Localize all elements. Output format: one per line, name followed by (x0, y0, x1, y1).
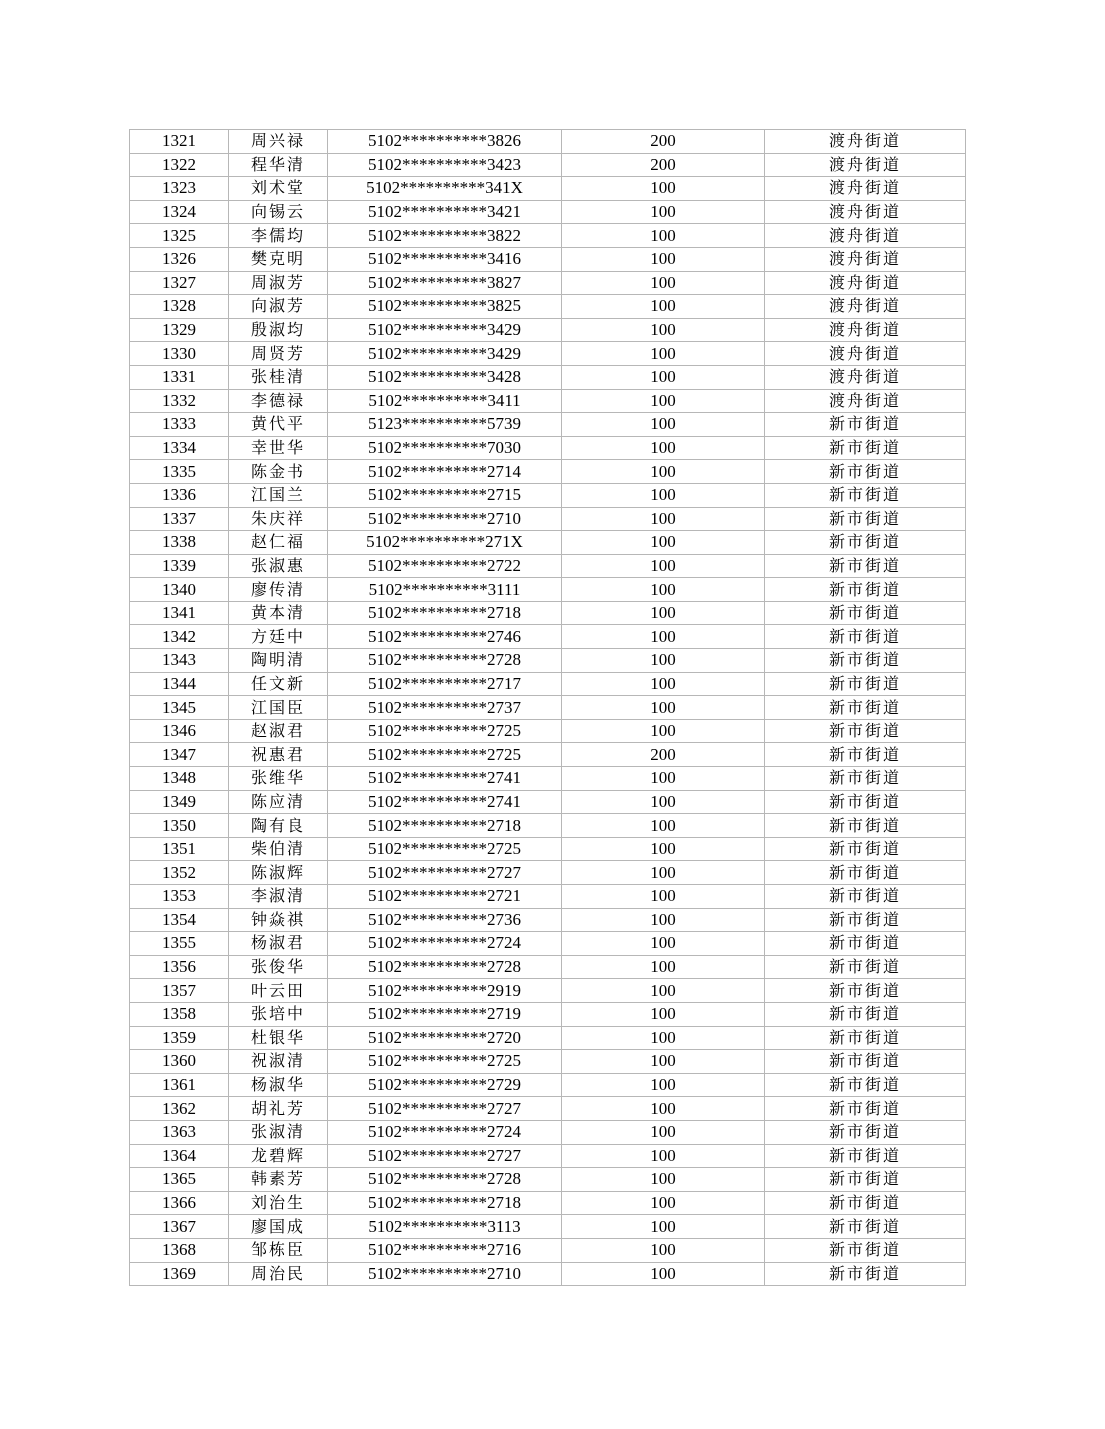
table-row (130, 224, 966, 248)
name-cell: 廖国成 (229, 1215, 328, 1239)
street-cell: 新市街道 (765, 767, 966, 791)
street-cell: 新市街道 (765, 790, 966, 814)
street-cell: 新市街道 (765, 719, 966, 743)
seq-cell: 1329 (130, 318, 229, 342)
amount-cell: 100 (562, 885, 765, 909)
id-number-cell: 5102**********2919 (328, 979, 562, 1003)
table-row (130, 1073, 966, 1097)
amount-cell: 100 (562, 1120, 765, 1144)
street-cell: 新市街道 (765, 460, 966, 484)
seq-cell: 1352 (130, 861, 229, 885)
name-cell: 江国兰 (229, 483, 328, 507)
name-cell: 张淑惠 (229, 554, 328, 578)
seq-cell: 1368 (130, 1238, 229, 1262)
street-cell: 渡舟街道 (765, 365, 966, 389)
amount-cell: 100 (562, 177, 765, 201)
id-number-cell: 5102**********2717 (328, 672, 562, 696)
amount-cell: 100 (562, 554, 765, 578)
id-number-cell: 5102**********2718 (328, 601, 562, 625)
id-number-cell: 5102**********2715 (328, 483, 562, 507)
name-cell: 周治民 (229, 1262, 328, 1286)
table-row (130, 814, 966, 838)
street-cell: 渡舟街道 (765, 295, 966, 319)
street-cell: 渡舟街道 (765, 130, 966, 154)
table-row (130, 885, 966, 909)
street-cell: 新市街道 (765, 483, 966, 507)
table-row (130, 861, 966, 885)
seq-cell: 1323 (130, 177, 229, 201)
amount-cell: 100 (562, 1073, 765, 1097)
table-row (130, 1238, 966, 1262)
table-row (130, 365, 966, 389)
id-number-cell: 5102**********2718 (328, 1191, 562, 1215)
amount-cell: 100 (562, 672, 765, 696)
amount-cell: 100 (562, 318, 765, 342)
street-cell: 新市街道 (765, 1215, 966, 1239)
street-cell: 新市街道 (765, 955, 966, 979)
name-cell: 周兴禄 (229, 130, 328, 154)
table-row (130, 1144, 966, 1168)
seq-cell: 1340 (130, 578, 229, 602)
street-cell: 新市街道 (765, 507, 966, 531)
id-number-cell: 5102**********2725 (328, 743, 562, 767)
id-number-cell: 5102**********341X (328, 177, 562, 201)
table-row (130, 696, 966, 720)
table-row (130, 932, 966, 956)
id-number-cell: 5123**********5739 (328, 413, 562, 437)
amount-cell: 100 (562, 483, 765, 507)
seq-cell: 1355 (130, 932, 229, 956)
id-number-cell: 5102**********2727 (328, 1144, 562, 1168)
name-cell: 朱庆祥 (229, 507, 328, 531)
amount-cell: 100 (562, 247, 765, 271)
street-cell: 渡舟街道 (765, 153, 966, 177)
id-number-cell: 5102**********2727 (328, 1097, 562, 1121)
id-number-cell: 5102**********3411 (328, 389, 562, 413)
amount-cell: 200 (562, 130, 765, 154)
seq-cell: 1332 (130, 389, 229, 413)
id-number-cell: 5102**********3429 (328, 318, 562, 342)
street-cell: 渡舟街道 (765, 200, 966, 224)
name-cell: 方廷中 (229, 625, 328, 649)
street-cell: 新市街道 (765, 1168, 966, 1192)
table-row (130, 247, 966, 271)
seq-cell: 1336 (130, 483, 229, 507)
table-row (130, 1050, 966, 1074)
street-cell: 渡舟街道 (765, 271, 966, 295)
table-row (130, 837, 966, 861)
amount-cell: 100 (562, 1191, 765, 1215)
table-row (130, 413, 966, 437)
name-cell: 陶有良 (229, 814, 328, 838)
amount-cell: 100 (562, 507, 765, 531)
street-cell: 新市街道 (765, 1097, 966, 1121)
amount-cell: 100 (562, 790, 765, 814)
seq-cell: 1356 (130, 955, 229, 979)
seq-cell: 1337 (130, 507, 229, 531)
name-cell: 张淑清 (229, 1120, 328, 1144)
id-number-cell: 5102**********3825 (328, 295, 562, 319)
id-number-cell: 5102**********2716 (328, 1238, 562, 1262)
table-row (130, 271, 966, 295)
id-number-cell: 5102**********3421 (328, 200, 562, 224)
seq-cell: 1348 (130, 767, 229, 791)
id-number-cell: 5102**********7030 (328, 436, 562, 460)
id-number-cell: 5102**********2725 (328, 837, 562, 861)
street-cell: 新市街道 (765, 1002, 966, 1026)
id-number-cell: 5102**********3111 (328, 578, 562, 602)
id-number-cell: 5102**********2724 (328, 1120, 562, 1144)
seq-cell: 1341 (130, 601, 229, 625)
amount-cell: 200 (562, 153, 765, 177)
street-cell: 渡舟街道 (765, 389, 966, 413)
table-row (130, 1120, 966, 1144)
street-cell: 新市街道 (765, 531, 966, 555)
street-cell: 新市街道 (765, 837, 966, 861)
id-number-cell: 5102**********2736 (328, 908, 562, 932)
seq-cell: 1354 (130, 908, 229, 932)
street-cell: 新市街道 (765, 743, 966, 767)
amount-cell: 100 (562, 955, 765, 979)
id-number-cell: 5102**********2721 (328, 885, 562, 909)
id-number-cell: 5102**********3822 (328, 224, 562, 248)
seq-cell: 1351 (130, 837, 229, 861)
name-cell: 黄代平 (229, 413, 328, 437)
table-row (130, 554, 966, 578)
seq-cell: 1335 (130, 460, 229, 484)
seq-cell: 1363 (130, 1120, 229, 1144)
street-cell: 新市街道 (765, 625, 966, 649)
seq-cell: 1344 (130, 672, 229, 696)
name-cell: 李儒均 (229, 224, 328, 248)
name-cell: 廖传清 (229, 578, 328, 602)
id-number-cell: 5102**********2728 (328, 955, 562, 979)
amount-cell: 100 (562, 1002, 765, 1026)
name-cell: 刘治生 (229, 1191, 328, 1215)
amount-cell: 200 (562, 743, 765, 767)
table-row (130, 672, 966, 696)
id-number-cell: 5102**********3826 (328, 130, 562, 154)
seq-cell: 1347 (130, 743, 229, 767)
name-cell: 龙碧辉 (229, 1144, 328, 1168)
seq-cell: 1343 (130, 649, 229, 673)
seq-cell: 1349 (130, 790, 229, 814)
street-cell: 新市街道 (765, 885, 966, 909)
name-cell: 周贤芳 (229, 342, 328, 366)
id-number-cell: 5102**********2727 (328, 861, 562, 885)
amount-cell: 100 (562, 814, 765, 838)
amount-cell: 100 (562, 295, 765, 319)
id-number-cell: 5102**********2725 (328, 719, 562, 743)
seq-cell: 1325 (130, 224, 229, 248)
id-number-cell: 5102**********2737 (328, 696, 562, 720)
table-row (130, 790, 966, 814)
seq-cell: 1322 (130, 153, 229, 177)
table-row (130, 979, 966, 1003)
name-cell: 柴伯清 (229, 837, 328, 861)
id-number-cell: 5102**********2719 (328, 1002, 562, 1026)
table-row (130, 1262, 966, 1286)
seq-cell: 1334 (130, 436, 229, 460)
street-cell: 新市街道 (765, 601, 966, 625)
id-number-cell: 5102**********2722 (328, 554, 562, 578)
street-cell: 新市街道 (765, 908, 966, 932)
table-row (130, 1215, 966, 1239)
street-cell: 新市街道 (765, 672, 966, 696)
amount-cell: 100 (562, 224, 765, 248)
seq-cell: 1328 (130, 295, 229, 319)
street-cell: 渡舟街道 (765, 224, 966, 248)
seq-cell: 1330 (130, 342, 229, 366)
street-cell: 新市街道 (765, 696, 966, 720)
table-row (130, 483, 966, 507)
table-body (130, 130, 966, 1286)
name-cell: 杨淑君 (229, 932, 328, 956)
id-number-cell: 5102**********2714 (328, 460, 562, 484)
name-cell: 叶云田 (229, 979, 328, 1003)
table-row (130, 625, 966, 649)
street-cell: 新市街道 (765, 578, 966, 602)
table-row (130, 601, 966, 625)
street-cell: 新市街道 (765, 554, 966, 578)
amount-cell: 100 (562, 649, 765, 673)
name-cell: 祝淑清 (229, 1050, 328, 1074)
street-cell: 新市街道 (765, 1144, 966, 1168)
table-row (130, 955, 966, 979)
table-row (130, 342, 966, 366)
seq-cell: 1339 (130, 554, 229, 578)
seq-cell: 1360 (130, 1050, 229, 1074)
amount-cell: 100 (562, 413, 765, 437)
seq-cell: 1338 (130, 531, 229, 555)
amount-cell: 100 (562, 719, 765, 743)
table-row (130, 1168, 966, 1192)
amount-cell: 100 (562, 531, 765, 555)
amount-cell: 100 (562, 1050, 765, 1074)
id-number-cell: 5102**********3416 (328, 247, 562, 271)
id-number-cell: 5102**********2729 (328, 1073, 562, 1097)
street-cell: 新市街道 (765, 1238, 966, 1262)
seq-cell: 1350 (130, 814, 229, 838)
street-cell: 新市街道 (765, 814, 966, 838)
seq-cell: 1362 (130, 1097, 229, 1121)
amount-cell: 100 (562, 1144, 765, 1168)
street-cell: 新市街道 (765, 1262, 966, 1286)
amount-cell: 100 (562, 837, 765, 861)
id-number-cell: 5102**********3429 (328, 342, 562, 366)
street-cell: 新市街道 (765, 1050, 966, 1074)
table-row (130, 1026, 966, 1050)
name-cell: 张维华 (229, 767, 328, 791)
id-number-cell: 5102**********2728 (328, 649, 562, 673)
table-row (130, 578, 966, 602)
id-number-cell: 5102**********2710 (328, 1262, 562, 1286)
name-cell: 杨淑华 (229, 1073, 328, 1097)
table-row (130, 200, 966, 224)
street-cell: 新市街道 (765, 649, 966, 673)
amount-cell: 100 (562, 1168, 765, 1192)
seq-cell: 1346 (130, 719, 229, 743)
table-row (130, 130, 966, 154)
seq-cell: 1357 (130, 979, 229, 1003)
amount-cell: 100 (562, 1215, 765, 1239)
amount-cell: 100 (562, 1026, 765, 1050)
seq-cell: 1345 (130, 696, 229, 720)
seq-cell: 1333 (130, 413, 229, 437)
id-number-cell: 5102**********2741 (328, 767, 562, 791)
table-row (130, 507, 966, 531)
street-cell: 渡舟街道 (765, 342, 966, 366)
amount-cell: 100 (562, 625, 765, 649)
seq-cell: 1359 (130, 1026, 229, 1050)
table-row (130, 743, 966, 767)
id-number-cell: 5102**********2725 (328, 1050, 562, 1074)
table-row (130, 908, 966, 932)
street-cell: 渡舟街道 (765, 177, 966, 201)
id-number-cell: 5102**********3428 (328, 365, 562, 389)
name-cell: 陈淑辉 (229, 861, 328, 885)
name-cell: 周淑芳 (229, 271, 328, 295)
street-cell: 新市街道 (765, 436, 966, 460)
seq-cell: 1361 (130, 1073, 229, 1097)
seq-cell: 1366 (130, 1191, 229, 1215)
amount-cell: 100 (562, 578, 765, 602)
amount-cell: 100 (562, 365, 765, 389)
amount-cell: 100 (562, 908, 765, 932)
name-cell: 韩素芳 (229, 1168, 328, 1192)
name-cell: 杜银华 (229, 1026, 328, 1050)
seq-cell: 1321 (130, 130, 229, 154)
table-row (130, 649, 966, 673)
id-number-cell: 5102**********271X (328, 531, 562, 555)
id-number-cell: 5102**********2728 (328, 1168, 562, 1192)
amount-cell: 100 (562, 460, 765, 484)
amount-cell: 100 (562, 861, 765, 885)
id-number-cell: 5102**********2720 (328, 1026, 562, 1050)
street-cell: 渡舟街道 (765, 247, 966, 271)
seq-cell: 1331 (130, 365, 229, 389)
table-row (130, 436, 966, 460)
seq-cell: 1365 (130, 1168, 229, 1192)
name-cell: 向淑芳 (229, 295, 328, 319)
name-cell: 向锡云 (229, 200, 328, 224)
street-cell: 新市街道 (765, 413, 966, 437)
seq-cell: 1342 (130, 625, 229, 649)
amount-cell: 100 (562, 271, 765, 295)
id-number-cell: 5102**********2746 (328, 625, 562, 649)
name-cell: 胡礼芳 (229, 1097, 328, 1121)
name-cell: 殷淑均 (229, 318, 328, 342)
name-cell: 钟焱祺 (229, 908, 328, 932)
amount-cell: 100 (562, 342, 765, 366)
id-number-cell: 5102**********3827 (328, 271, 562, 295)
amount-cell: 100 (562, 601, 765, 625)
amount-cell: 100 (562, 436, 765, 460)
id-number-cell: 5102**********2741 (328, 790, 562, 814)
id-number-cell: 5102**********2718 (328, 814, 562, 838)
table-row (130, 295, 966, 319)
name-cell: 陈应清 (229, 790, 328, 814)
name-cell: 江国臣 (229, 696, 328, 720)
street-cell: 新市街道 (765, 861, 966, 885)
amount-cell: 100 (562, 200, 765, 224)
amount-cell: 100 (562, 696, 765, 720)
table-row (130, 719, 966, 743)
table-row (130, 177, 966, 201)
table-row (130, 531, 966, 555)
id-number-cell: 5102**********2710 (328, 507, 562, 531)
street-cell: 渡舟街道 (765, 318, 966, 342)
name-cell: 李德禄 (229, 389, 328, 413)
name-cell: 张俊华 (229, 955, 328, 979)
table-row (130, 1002, 966, 1026)
table-row (130, 1097, 966, 1121)
name-cell: 邹栋臣 (229, 1238, 328, 1262)
seq-cell: 1367 (130, 1215, 229, 1239)
name-cell: 陶明清 (229, 649, 328, 673)
street-cell: 新市街道 (765, 932, 966, 956)
amount-cell: 100 (562, 1097, 765, 1121)
id-number-cell: 5102**********3423 (328, 153, 562, 177)
amount-cell: 100 (562, 389, 765, 413)
seq-cell: 1353 (130, 885, 229, 909)
name-cell: 刘术堂 (229, 177, 328, 201)
id-number-cell: 5102**********3113 (328, 1215, 562, 1239)
name-cell: 程华清 (229, 153, 328, 177)
name-cell: 赵淑君 (229, 719, 328, 743)
name-cell: 张培中 (229, 1002, 328, 1026)
seq-cell: 1326 (130, 247, 229, 271)
street-cell: 新市街道 (765, 1026, 966, 1050)
table-row (130, 318, 966, 342)
street-cell: 新市街道 (765, 1120, 966, 1144)
table-row (130, 460, 966, 484)
name-cell: 祝惠君 (229, 743, 328, 767)
amount-cell: 100 (562, 767, 765, 791)
seq-cell: 1358 (130, 1002, 229, 1026)
table-row (130, 389, 966, 413)
street-cell: 新市街道 (765, 1073, 966, 1097)
name-cell: 黄本清 (229, 601, 328, 625)
amount-cell: 100 (562, 1262, 765, 1286)
name-cell: 李淑清 (229, 885, 328, 909)
amount-cell: 100 (562, 979, 765, 1003)
table-row (130, 1191, 966, 1215)
name-cell: 张桂清 (229, 365, 328, 389)
seq-cell: 1369 (130, 1262, 229, 1286)
table-row (130, 153, 966, 177)
name-cell: 幸世华 (229, 436, 328, 460)
subsidy-list-table (129, 129, 966, 1286)
amount-cell: 100 (562, 1238, 765, 1262)
name-cell: 赵仁福 (229, 531, 328, 555)
amount-cell: 100 (562, 932, 765, 956)
seq-cell: 1364 (130, 1144, 229, 1168)
name-cell: 陈金书 (229, 460, 328, 484)
id-number-cell: 5102**********2724 (328, 932, 562, 956)
name-cell: 任文新 (229, 672, 328, 696)
street-cell: 新市街道 (765, 1191, 966, 1215)
street-cell: 新市街道 (765, 979, 966, 1003)
seq-cell: 1324 (130, 200, 229, 224)
seq-cell: 1327 (130, 271, 229, 295)
table-row (130, 767, 966, 791)
name-cell: 樊克明 (229, 247, 328, 271)
